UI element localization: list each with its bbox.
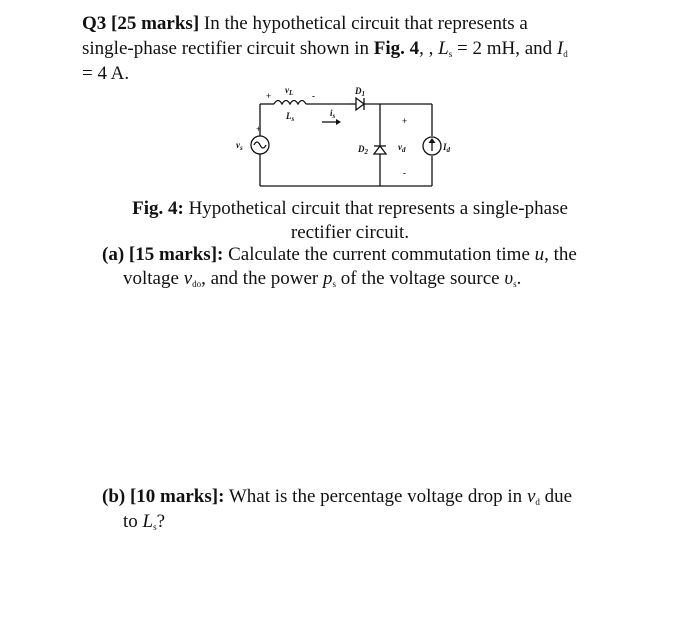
question-line-1 [82,12,528,36]
part-a-text-2-end: . [516,268,522,289]
Id-subscript: d [563,49,568,59]
caption-text-2: rectifier circuit. [290,222,410,243]
question-line-3 [82,62,129,86]
label-vd-minus: - [403,168,406,178]
ps-subscript: s [332,279,337,289]
label-vd-plus: + [402,116,408,126]
u-symbol: u [534,244,545,265]
label-vL: $v_L$ [285,86,294,97]
part-b-label: (b) [10 marks]: [102,486,225,507]
part-a-text-2a: voltage [123,268,184,289]
current-source-arrow-head [429,138,436,143]
vd-symbol: v [526,486,536,507]
rectifier-circuit-diagram [230,86,450,192]
label-D1: $D_1$ [355,86,365,98]
question-intro-2b: , , [419,38,439,59]
label-vs-plus: + [256,124,262,134]
Ls-symbol: L [438,38,449,59]
vdo-symbol: v [183,268,193,289]
fig-reference: Fig. 4 [373,38,420,59]
Ls-subscript: s [448,49,453,59]
vs-subscript: s [513,279,517,289]
part-a-line-2 [123,267,521,296]
question-line-2 [82,37,568,66]
question-label: Q3 [25 marks] [82,13,200,34]
figure-caption-line-2 [80,221,620,245]
vdo-subscript: do [192,279,202,289]
part-b-text-1-end: due [539,486,573,507]
label-D2: $D_2$ [358,144,368,156]
figure-caption-line-1 [80,197,620,221]
L-subscript: s [153,522,157,532]
Id-symbol: I [556,38,564,59]
inductor-Ls [274,101,306,105]
part-b-line-1 [102,485,572,514]
part-a-label: (a) [15 marks]: [102,244,224,265]
current-is-arrow-head [336,119,341,125]
caption-text-1: Hypothetical circuit that represents a single-phase [183,198,568,219]
diode-D2-body [374,146,386,154]
part-a-text-2c: of the voltage source [336,268,505,289]
L-symbol: L [142,511,154,532]
vs-symbol: υ [504,268,514,289]
part-b-text-2-end: ? [156,511,166,532]
part-a-text-1: Calculate the current commutation time [223,244,535,265]
label-is: $i_s$ [330,108,336,120]
part-a-text-2b: , and the power [201,268,324,289]
label-vL-plus: + [266,91,272,101]
question-intro-2a: single-phase rectifier circuit shown in [82,38,374,59]
caption-label: Fig. 4: [132,198,184,219]
label-vs: $v_s$ [236,140,243,152]
vd-subscript: d [535,497,540,507]
label-vd: $v_d$ [398,142,406,154]
Ls-value: = 2 mH, and [452,38,557,59]
part-a-line-1 [102,243,577,267]
part-a-text-1-end: , the [544,244,577,265]
label-Ls: $L_s$ [286,111,295,123]
part-b-line-2 [123,510,165,539]
part-b-text-2a: to [123,511,143,532]
part-b-text-1: What is the percentage voltage drop in [224,486,527,507]
Id-value: = 4 A. [82,63,130,84]
question-intro-1: In the hypothetical circuit that represents a [199,13,528,34]
label-vL-minus: - [312,91,315,101]
voltage-source-sine [254,142,266,148]
diode-D1-body [356,98,364,110]
label-Id: $I_d$ [443,142,450,154]
ps-symbol: p [323,268,333,289]
